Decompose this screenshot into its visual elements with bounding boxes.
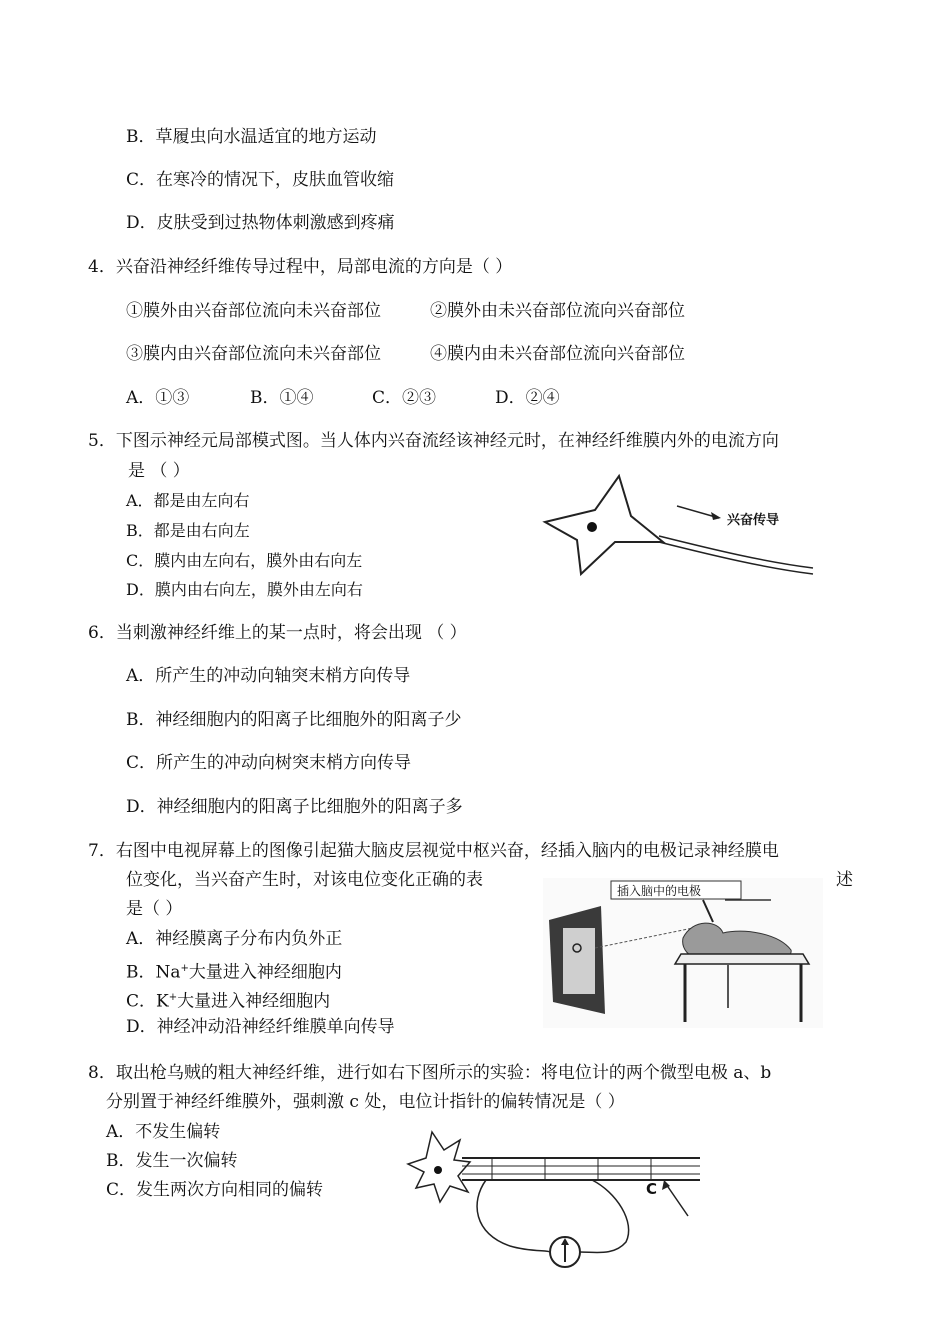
q5-option-d: D．膜内由右向左，膜外由左向右 [126,580,363,599]
neuron-cell-body [545,476,663,574]
q8-option-b: B．发生一次偏转 [106,1151,238,1171]
conduction-label: 兴奋传导 [727,513,780,528]
q4-item-2: ②膜外由未兴奋部位流向兴奋部位 [430,301,685,321]
q7-stem-line1: 7．右图中电视屏幕上的图像引起猫大脑皮层视觉中枢兴奋，经插入脑内的电极记录神经膜电 [88,841,779,861]
conduction-arrow-head [711,512,721,520]
electrode-wire-a [477,1180,550,1252]
q7-option-b: B．Na+大量进入神经细胞内 [126,962,342,983]
q4-choice-c: C．②③ [372,388,437,408]
q6-option-b: B．神经细胞内的阳离子比细胞外的阳离子少 [126,710,462,730]
q8-stem-line1: 8．取出枪乌贼的粗大神经纤维，进行如右下图所示的实验：将电位计的两个微型电极 a、b [88,1063,772,1083]
neuron-nucleus-8 [434,1166,442,1174]
q6-option-d: D．神经细胞内的阳离子比细胞外的阳离子多 [126,797,463,817]
neuron-nucleus [587,522,597,532]
q4-choice-d: D．②④ [495,388,560,408]
electrode-wire-b [580,1180,629,1253]
q5-stem-line1: 5．下图示神经元局部模式图。当人体内兴奋流经该神经元时，在神经纤维膜内外的电流方向 [88,431,779,451]
q6-stem: 6．当刺激神经纤维上的某一点时，将会出现 （ ） [88,623,467,643]
q6-option-c: C．所产生的冲动向树突末梢方向传导 [126,753,412,773]
q7-stem-line2-end: 述 [836,870,853,890]
nerve-fiber-lower [659,542,813,574]
q5-stem-line2: 是 （ ） [128,461,190,481]
q7-option-c: C．K+大量进入神经细胞内 [126,991,331,1012]
table-top [675,954,809,964]
electrode-label: 插入脑中的电极 [617,884,702,898]
q8-option-c: C．发生两次方向相同的偏转 [106,1180,324,1200]
q5-option-b: B．都是由右向左 [126,521,250,540]
q7-stem-line3: 是（ ） [126,899,183,919]
q3-option-d: D．皮肤受到过热物体刺激感到疼痛 [126,213,395,233]
q4-stem: 4．兴奋沿神经纤维传导过程中，局部电流的方向是（ ） [88,257,513,277]
galvanometer-figure [400,1122,700,1272]
q5-option-a: A．都是由左向右 [126,491,250,510]
q3-option-b: B．草履虫向水温适宜的地方运动 [126,127,377,147]
q7-option-d: D．神经冲动沿神经纤维膜单向传导 [126,1017,395,1037]
q6-option-a: A．所产生的冲动向轴突末梢方向传导 [126,666,411,686]
neuron-figure [535,470,825,582]
q4-choice-b: B．①④ [250,388,314,408]
stimulus-arrow-shaft [666,1184,688,1216]
q4-choice-a: A．①③ [126,388,190,408]
q5-option-c: C．膜内由左向右，膜外由右向左 [126,551,363,570]
q7-stem-line2: 位变化，当兴奋产生时，对该电位变化正确的表 [126,870,483,890]
q3-option-c: C．在寒冷的情况下，皮肤血管收缩 [126,170,395,190]
q4-item-3: ③膜内由兴奋部位流向未兴奋部位 [126,344,381,364]
q8-option-a: A．不发生偏转 [106,1122,221,1142]
cat-experiment-figure [543,878,823,1028]
tv-screen [563,928,595,994]
stimulus-point-label: C [646,1180,658,1198]
q4-item-4: ④膜内由未兴奋部位流向兴奋部位 [430,344,685,364]
q8-stem-line2: 分别置于神经纤维膜外，强刺激 c 处，电位计指针的偏转情况是（ ） [106,1092,625,1112]
q7-option-a: A．神经膜离子分布内负外正 [126,929,343,949]
nerve-fiber-upper [659,536,813,568]
q4-item-1: ①膜外由兴奋部位流向未兴奋部位 [126,301,381,321]
